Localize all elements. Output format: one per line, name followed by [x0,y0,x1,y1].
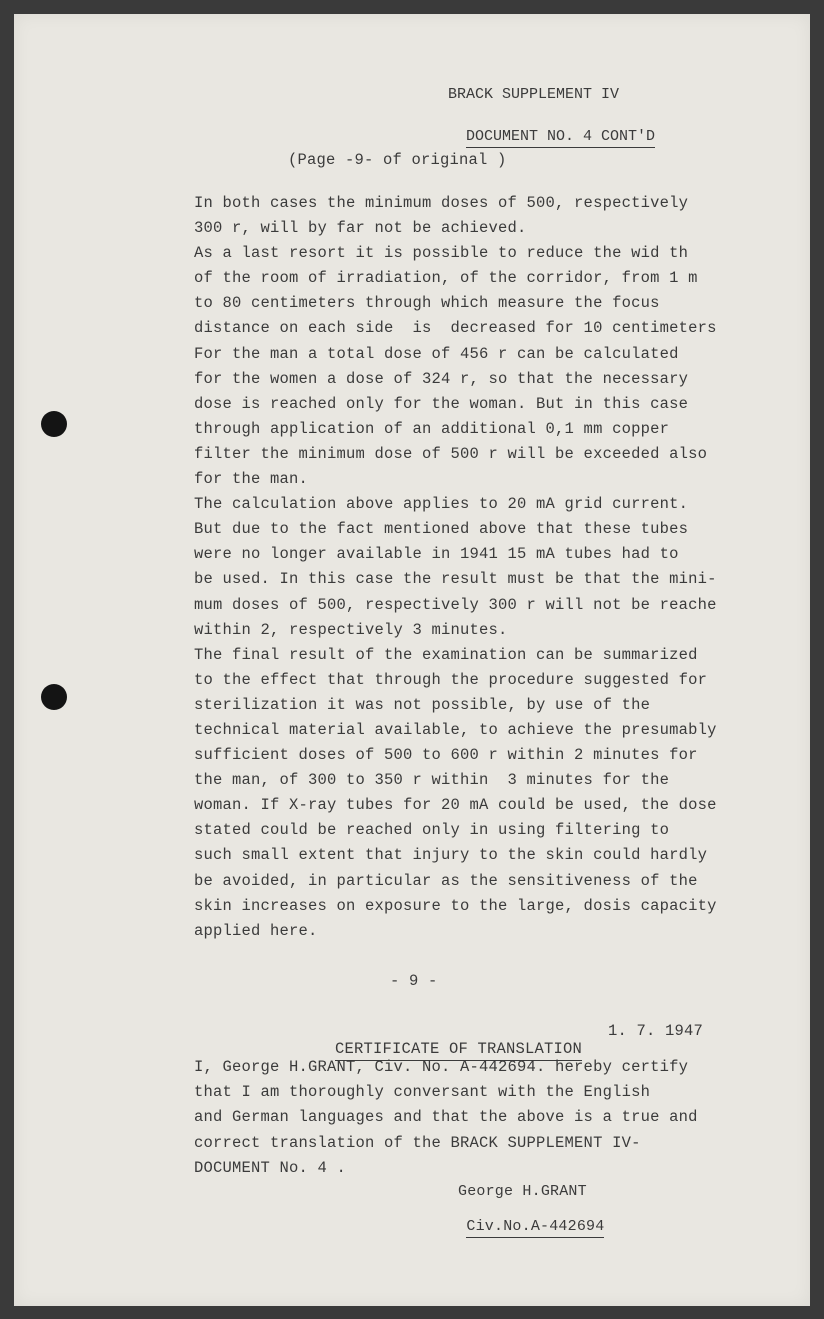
signature-civ-number [448,1201,604,1235]
punch-hole [41,411,67,437]
certificate-title [316,1022,582,1058]
body-text [194,191,717,944]
body-line: technical material available, to achieve the presumably [194,720,717,739]
body-line: sufficient doses of 500 to 600 r within 2 minutes for [194,746,698,765]
certificate-line: that I am thoroughly conversant with the English [194,1083,651,1102]
certificate-line: I, George H.GRANT, Civ. No. A-442694. hereby certify [194,1058,689,1076]
body-line: woman. If X-ray tubes for 20 mA could be used, the dose [194,796,717,815]
signature-name: George H.GRANT [458,1183,587,1200]
body-line: such small extent that injury to the skin could hardly [194,846,708,865]
header-subtitle-text: DOCUMENT NO. 4 CONT'D [466,128,655,148]
body-line: As a last resort it is possible to reduce the wid th [194,244,689,263]
certificate-body [194,1055,698,1181]
body-line: The final result of the examination can be summarized [194,645,698,664]
body-line: distance on each side is decreased for 10 centimeters [194,319,717,338]
body-line: through application of an additional 0,1 mm copper [194,419,670,438]
header-title: BRACK SUPPLEMENT IV [448,86,620,103]
body-line: For the man a total dose of 456 r can be calculated [194,344,679,363]
header-subtitle [448,111,655,145]
certificate-line: DOCUMENT No. 4 . [194,1158,347,1177]
punch-hole [41,684,67,710]
certificate-title-text: CERTIFICATE OF TRANSLATION [335,1040,582,1061]
body-line: dose is reached only for the woman. But in this case [194,394,689,413]
body-line: filter the minimum dose of 500 r will be exceeded also [194,444,708,463]
body-line: But due to the fact mentioned above that these tubes [194,520,689,539]
body-line: stated could be reached only in using filtering to [194,821,670,840]
body-line: 300 r, will by far not be achieved. [194,219,527,238]
page-number: - 9 - [390,972,438,990]
body-line: mum doses of 500, respectively 300 r will not be reache [194,595,717,614]
body-line: be used. In this case the result must be that the mini- [194,570,717,589]
body-line: In both cases the minimum doses of 500, respectively [194,194,689,212]
body-line: applied here. [194,921,318,940]
body-line: within 2, respectively 3 minutes. [194,620,508,639]
body-line: The calculation above applies to 20 mA grid current. [194,495,689,514]
body-line: skin increases on exposure to the large, dosis capacity [194,896,717,915]
signature-civ-text: Civ.No.A-442694 [466,1218,604,1238]
certificate-date: 1. 7. 1947 [608,1022,704,1040]
body-line: for the man. [194,470,309,489]
certificate-line: correct translation of the BRACK SUPPLEMENT IV- [194,1133,641,1152]
body-line: to 80 centimeters through which measure the focus [194,294,660,313]
body-line: sterilization it was not possible, by use of the [194,695,651,714]
certificate-line: and German languages and that the above is a true and [194,1108,698,1127]
body-line: the man, of 300 to 350 r within 3 minutes for the [194,771,670,790]
body-line: were no longer available in 1941 15 mA tubes had to [194,545,679,564]
body-line: be avoided, in particular as the sensitiveness of the [194,871,698,890]
page-reference: (Page -9- of original ) [288,151,507,169]
body-line: of the room of irradiation, of the corridor, from 1 m [194,269,698,288]
body-line: to the effect that through the procedure suggested for [194,670,708,689]
body-line: for the women a dose of 324 r, so that the necessary [194,369,689,388]
